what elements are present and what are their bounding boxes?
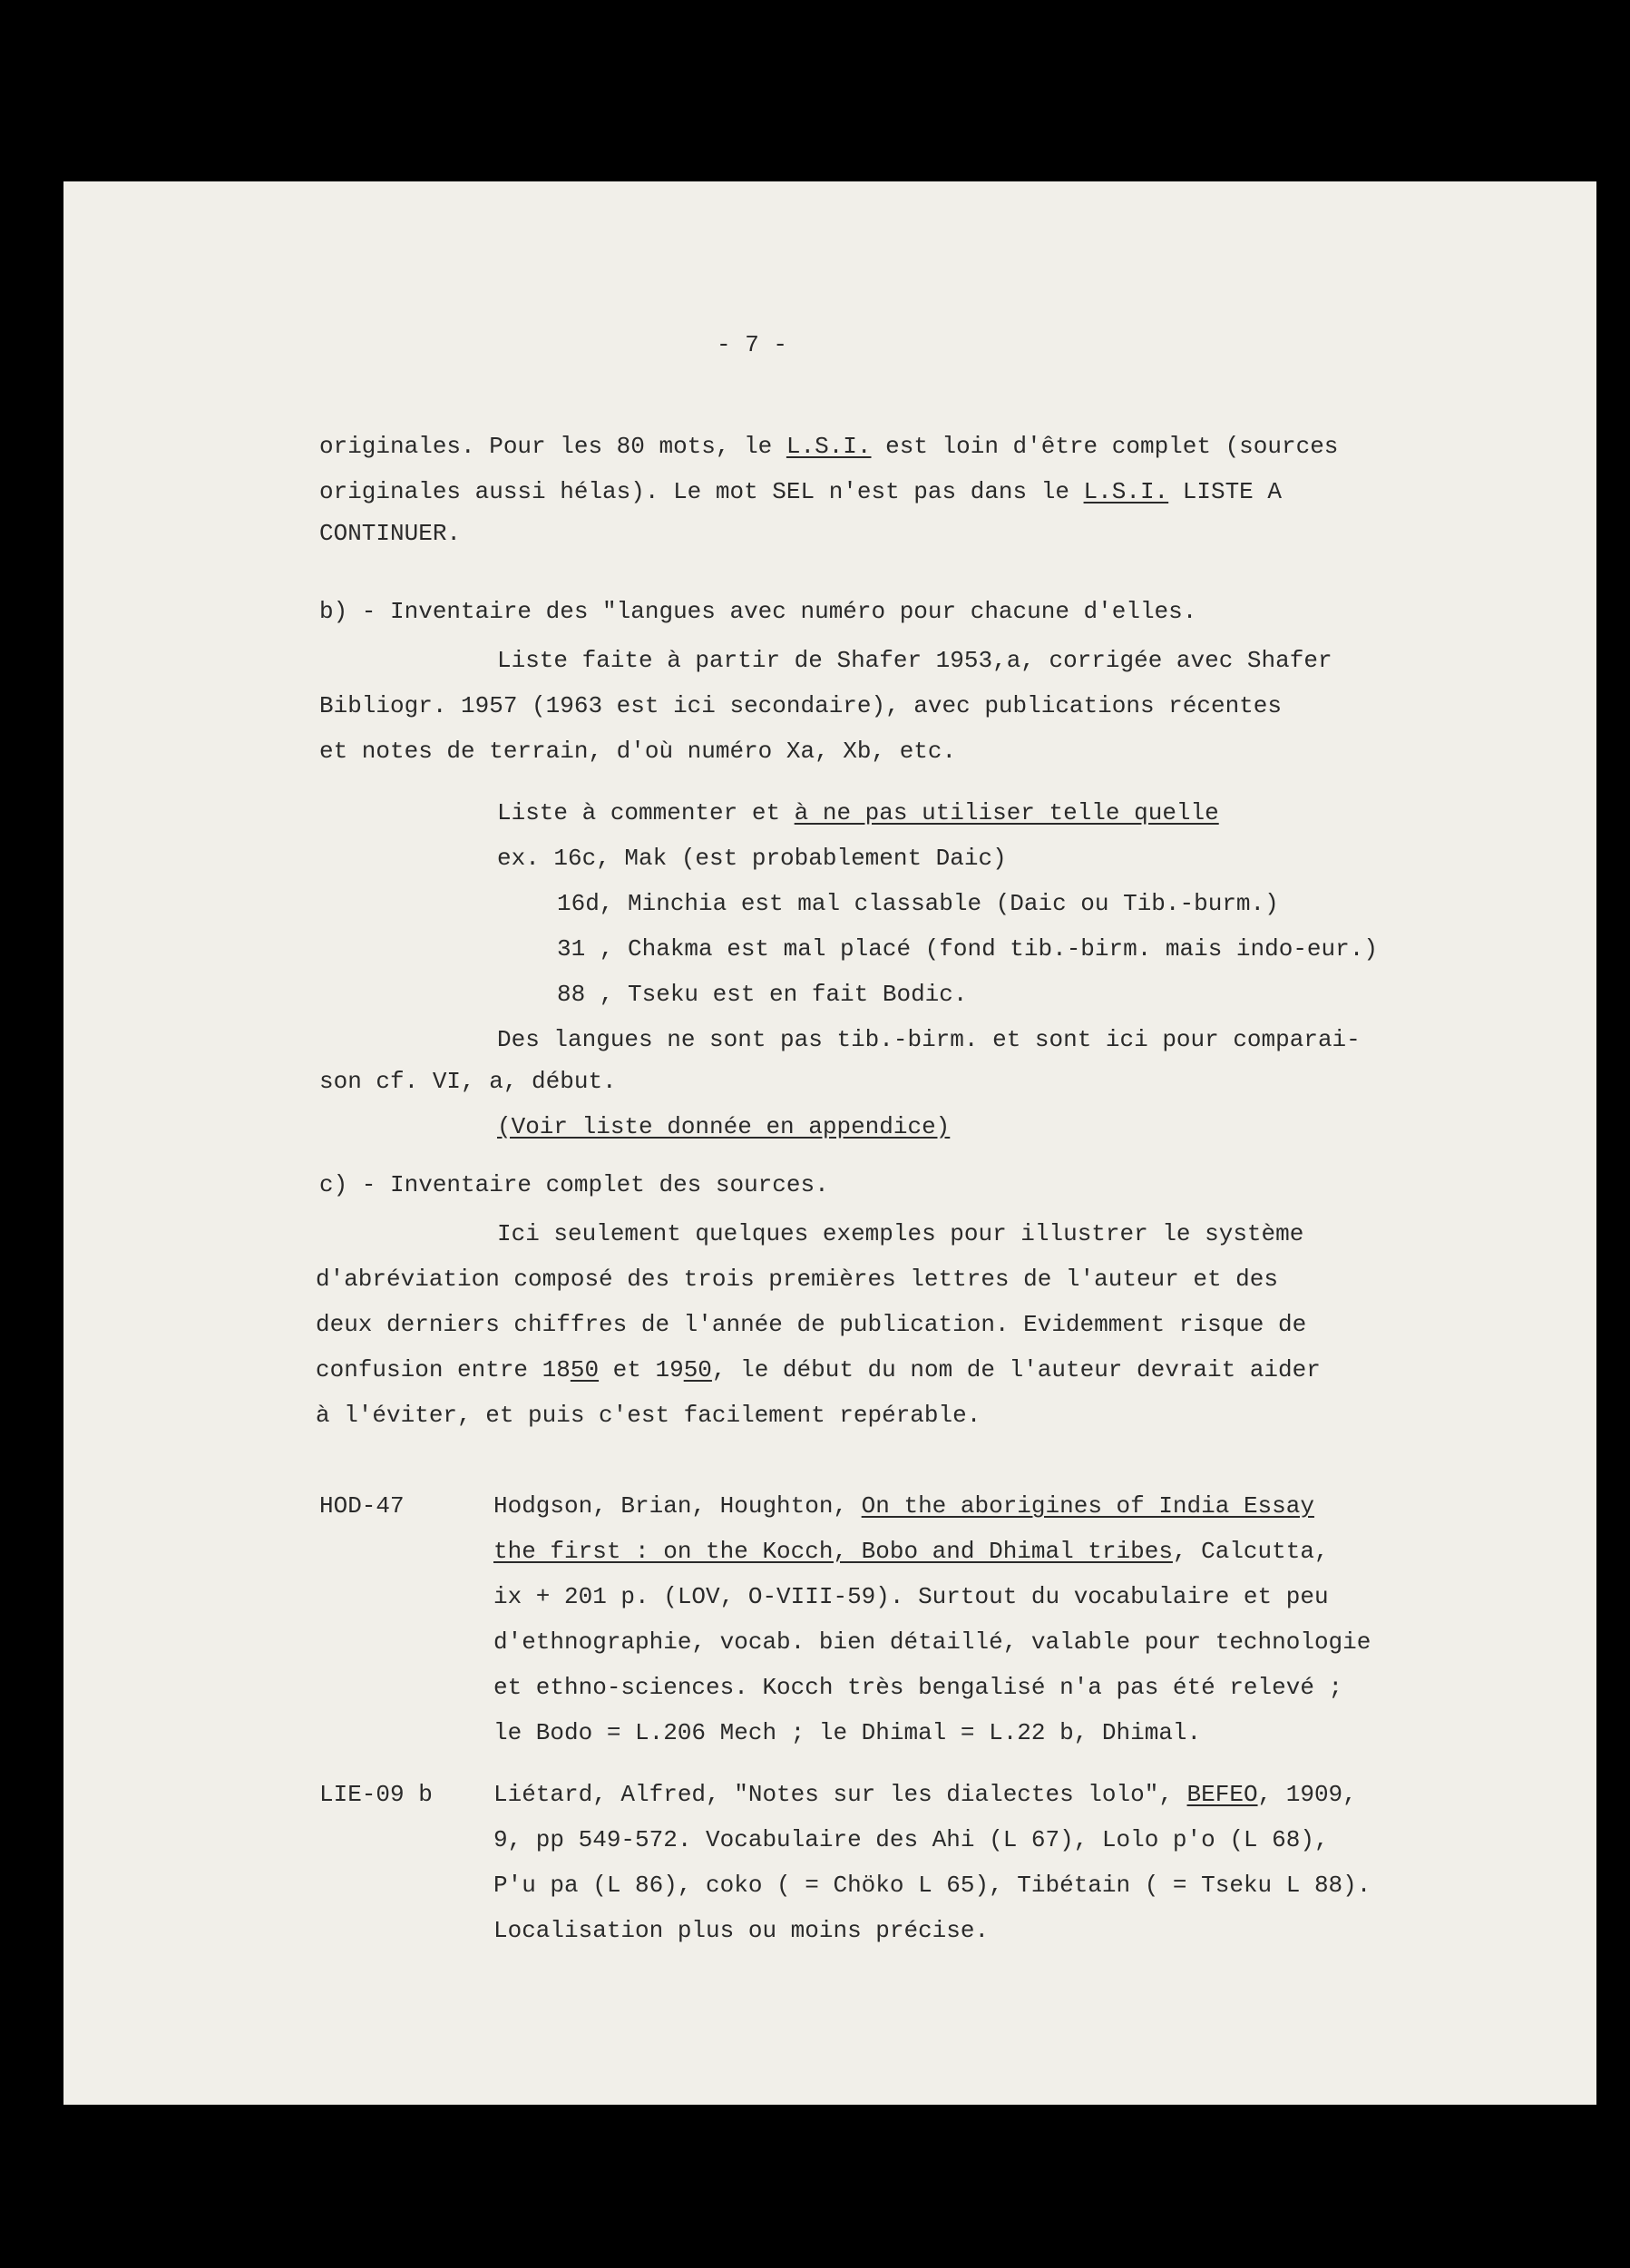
text-line: deux derniers chiffres de l'année de publication. Evidemment risque de bbox=[316, 1311, 1307, 1338]
text-line: 16d, Minchia est mal classable (Daic ou Tib.-burm.) bbox=[557, 890, 1279, 917]
text-line: son cf. VI, a, début. bbox=[319, 1068, 617, 1095]
text-line: Liste faite à partir de Shafer 1953,a, corrigée avec Shafer bbox=[497, 647, 1332, 674]
entry-line: ix + 201 p. (LOV, O-VIII-59). Surtout du vocabulaire et peu bbox=[493, 1583, 1329, 1610]
page-number: - 7 - bbox=[717, 331, 788, 358]
section-heading-c: c) - Inventaire complet des sources. bbox=[319, 1171, 829, 1198]
entry-line: the first : on the Kocch, Bobo and Dhimal tribes, Calcutta, bbox=[493, 1538, 1329, 1565]
entry-code: LIE-09 b bbox=[319, 1781, 433, 1808]
entry-line: d'ethnographie, vocab. bien détaillé, valable pour technologie bbox=[493, 1628, 1371, 1656]
entry-line: le Bodo = L.206 Mech ; le Dhimal = L.22 b, Dhimal. bbox=[493, 1719, 1202, 1746]
appendix-note: (Voir liste donnée en appendice) bbox=[497, 1113, 951, 1140]
text-line: originales aussi hélas). Le mot SEL n'est pas dans le L.S.I. LISTE A bbox=[319, 478, 1282, 505]
entry-line: P'u pa (L 86), coko ( = Chöko L 65), Tibétain ( = Tseku L 88). bbox=[493, 1872, 1371, 1899]
text-line: et notes de terrain, d'où numéro Xa, Xb, etc. bbox=[319, 738, 957, 765]
text-line: Bibliogr. 1957 (1963 est ici secondaire), avec publications récentes bbox=[319, 692, 1282, 719]
text-line: 88 , Tseku est en fait Bodic. bbox=[557, 981, 968, 1008]
text-line: Des langues ne sont pas tib.-birm. et sont ici pour comparai- bbox=[497, 1026, 1361, 1053]
text-line: d'abréviation composé des trois premières lettres de l'auteur et des bbox=[316, 1266, 1278, 1293]
entry-line: et ethno-sciences. Kocch très bengalisé n'a pas été relevé ; bbox=[493, 1674, 1343, 1701]
text-line: confusion entre 1850 et 1950, le début du nom de l'auteur devrait aider bbox=[316, 1356, 1321, 1383]
text-line: Liste à commenter et à ne pas utiliser telle quelle bbox=[497, 799, 1219, 826]
text-line: 31 , Chakma est mal placé (fond tib.-birm. mais indo-eur.) bbox=[557, 935, 1378, 963]
text-line: ex. 16c, Mak (est probablement Daic) bbox=[497, 845, 1007, 872]
text-line: CONTINUER. bbox=[319, 520, 462, 547]
entry-code: HOD-47 bbox=[319, 1492, 405, 1520]
entry-line: Liétard, Alfred, "Notes sur les dialectes lolo", BEFEO, 1909, bbox=[493, 1781, 1357, 1808]
text-line: originales. Pour les 80 mots, le L.S.I. est loin d'être complet (sources bbox=[319, 433, 1339, 460]
entry-line: Hodgson, Brian, Houghton, On the aborigines of India Essay bbox=[493, 1492, 1314, 1520]
entry-line: Localisation plus ou moins précise. bbox=[493, 1917, 990, 1944]
text-line: Ici seulement quelques exemples pour illustrer le système bbox=[497, 1220, 1304, 1247]
text-line: à l'éviter, et puis c'est facilement repérable. bbox=[316, 1402, 981, 1429]
entry-line: 9, pp 549-572. Vocabulaire des Ahi (L 67), Lolo p'o (L 68), bbox=[493, 1826, 1329, 1853]
section-heading-b: b) - Inventaire des "langues avec numéro pour chacune d'elles. bbox=[319, 598, 1197, 625]
document-page bbox=[63, 181, 1596, 2105]
